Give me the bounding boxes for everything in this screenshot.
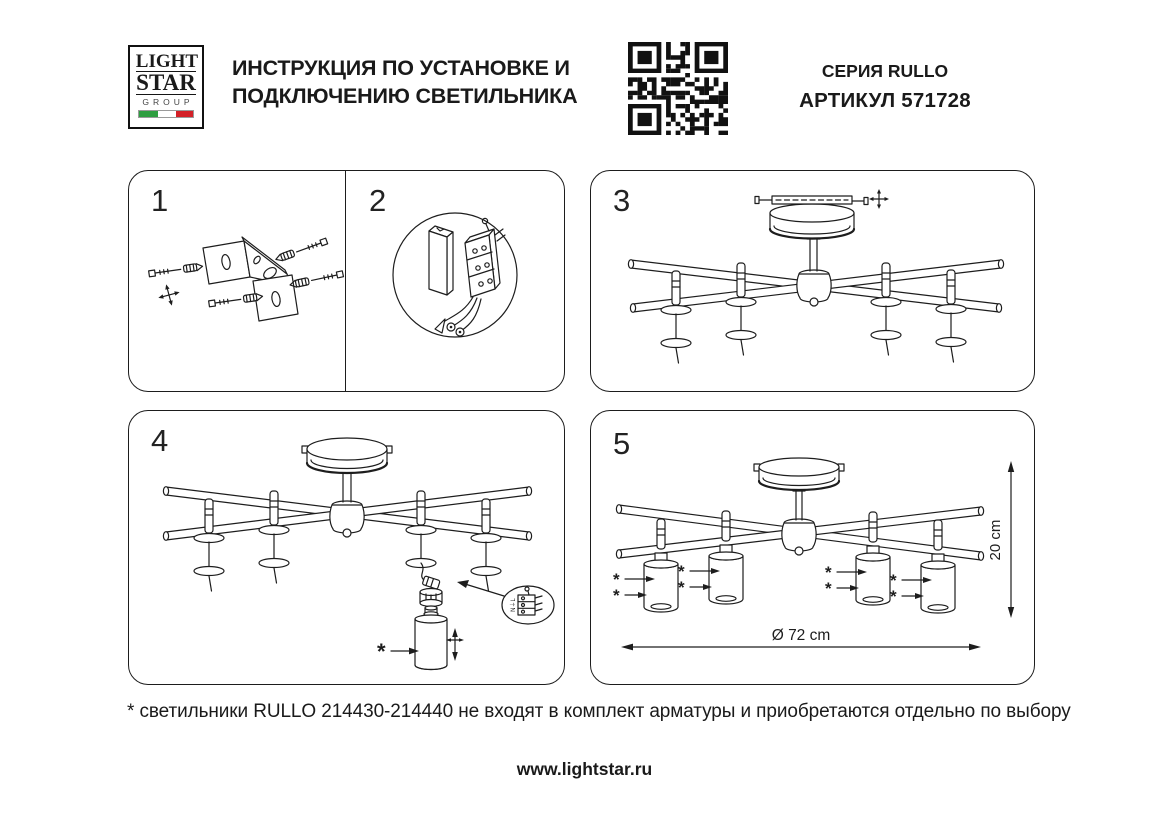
shade-mounting-illustration	[129, 411, 562, 682]
step-panel-5	[590, 410, 1035, 685]
svg-text:*: *	[890, 571, 897, 590]
svg-text:*: *	[825, 563, 832, 582]
terminal-detail	[457, 580, 554, 624]
lamp-post	[471, 499, 501, 591]
mounting-bracket	[203, 237, 298, 321]
screw-dowel-2	[275, 238, 328, 263]
page-title-line1: ИНСТРУКЦИЯ ПО УСТАНОВКЕ И	[232, 56, 570, 80]
shade-unit	[644, 519, 678, 612]
diameter-dimension	[621, 627, 981, 650]
wiring-illustration	[345, 171, 562, 389]
lamp-post	[661, 271, 691, 363]
svg-text:*: *	[890, 587, 897, 606]
svg-text:*: *	[613, 570, 620, 589]
svg-text:*: *	[613, 586, 620, 605]
page-title-line2: ПОДКЛЮЧЕНИЮ СВЕТИЛЬНИКА	[232, 84, 578, 108]
lamp-shade	[415, 615, 447, 670]
step-number-2: 2	[369, 183, 387, 218]
logo-word-star: STAR	[136, 70, 196, 95]
step-panel-4	[128, 410, 565, 685]
lamp-post	[936, 270, 966, 362]
step-panel-1-2	[128, 170, 565, 392]
screw-dowel-4	[289, 270, 343, 288]
qr-code-icon	[628, 42, 728, 135]
step-number-4: 4	[151, 423, 169, 458]
svg-text:*: *	[678, 562, 685, 581]
step-panel-3	[590, 170, 1035, 392]
mounting-bar	[755, 196, 868, 205]
website-url: www.lightstar.ru	[516, 759, 653, 779]
step-number-3: 3	[613, 183, 631, 218]
cover-plate	[429, 226, 453, 295]
page-title	[232, 54, 577, 110]
series-label: СЕРИЯ RULLO	[821, 61, 949, 81]
logo-word-light: LIGHT	[135, 51, 199, 72]
footnote: * светильники RULLO 214430-214440 не входят в комплект арматуры и приобретаются отдельно по выбору	[127, 701, 1071, 722]
bracket-illustration	[129, 171, 345, 389]
italy-flag-icon	[138, 110, 194, 118]
shade-unit	[921, 520, 955, 613]
logo-word-group: GROUP	[142, 97, 194, 107]
move-icon	[869, 189, 889, 209]
height-label: 20 cm	[987, 519, 1004, 561]
center-hub	[782, 519, 816, 555]
lightstar-logo	[128, 45, 204, 129]
series-article-block	[755, 61, 1015, 113]
ceiling-canopy	[302, 438, 392, 473]
chandelier-frame-illustration	[591, 171, 1032, 389]
center-hub	[797, 270, 831, 306]
ceiling-canopy	[754, 458, 844, 490]
asterisk-label: *	[377, 639, 386, 664]
screw-dowel-3	[209, 293, 263, 307]
height-dimension	[987, 461, 1014, 618]
move-icon	[156, 282, 183, 309]
ceiling-canopy	[770, 204, 854, 239]
move-vertical-icon	[446, 628, 464, 661]
svg-text:*: *	[678, 578, 685, 597]
center-hub	[330, 501, 364, 537]
screw-dowel-1	[149, 263, 203, 277]
step-number-1: 1	[151, 183, 169, 218]
article-label: АРТИКУЛ 571728	[799, 89, 971, 112]
assembled-fixture-illustration	[591, 411, 1032, 682]
lamp-socket	[420, 589, 442, 617]
lamp-post	[194, 499, 224, 591]
svg-text:*: *	[825, 579, 832, 598]
terminal-labels: N⏚L	[511, 598, 517, 612]
step-number-5: 5	[613, 426, 631, 461]
diameter-label: Ø 72 cm	[771, 627, 831, 644]
